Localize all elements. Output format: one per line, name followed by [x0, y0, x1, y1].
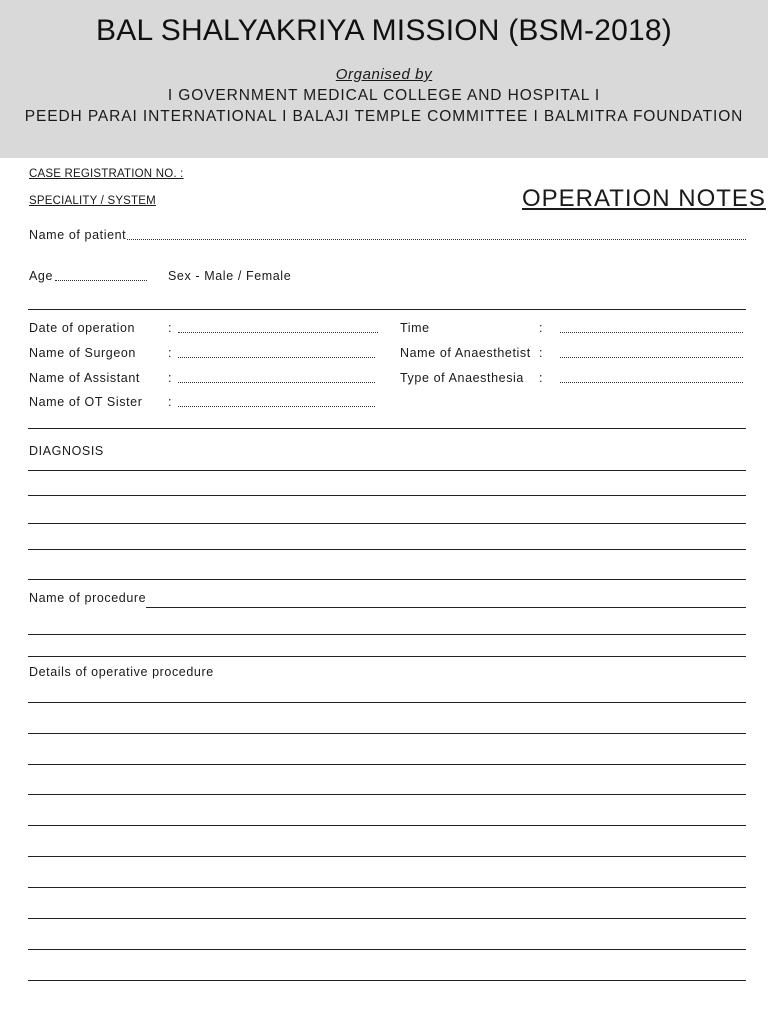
- patient-name-label: Name of patient: [29, 228, 127, 242]
- speciality-label: SPECIALITY / SYSTEM: [29, 195, 156, 207]
- operative-details-line[interactable]: [28, 794, 746, 795]
- procedure-name-label: Name of procedure: [29, 591, 147, 605]
- colon: :: [539, 346, 543, 360]
- colon: :: [168, 321, 172, 335]
- organiser-line-2: PEEDH PARAI INTERNATIONAL I BALAJI TEMPLE COMMITTEE I BALMITRA FOUNDATION: [24, 108, 744, 125]
- assistant-name-label: Name of Assistant: [29, 371, 140, 385]
- header-banner: [0, 0, 768, 158]
- diagnosis-line[interactable]: [28, 495, 746, 496]
- operative-details-line[interactable]: [28, 949, 746, 950]
- operative-details-line[interactable]: [28, 702, 746, 703]
- procedure-line[interactable]: [28, 634, 746, 635]
- divider: [28, 309, 746, 310]
- procedure-name-field[interactable]: [146, 607, 746, 608]
- surgeon-name-field[interactable]: [178, 357, 375, 358]
- operative-details-line[interactable]: [28, 733, 746, 734]
- operative-details-line[interactable]: [28, 918, 746, 919]
- colon: :: [539, 371, 543, 385]
- patient-name-field[interactable]: [127, 239, 746, 240]
- operative-details-line[interactable]: [28, 980, 746, 981]
- time-label: Time: [400, 321, 430, 335]
- colon: :: [168, 371, 172, 385]
- divider: [28, 428, 746, 429]
- diagnosis-line[interactable]: [28, 579, 746, 580]
- diagnosis-label: DIAGNOSIS: [29, 444, 104, 458]
- operative-details-line[interactable]: [28, 825, 746, 826]
- anaesthesia-type-label: Type of Anaesthesia: [400, 371, 524, 385]
- page-title: BAL SHALYAKRIYA MISSION (BSM-2018): [96, 14, 672, 47]
- operation-notes-heading: OPERATION NOTES: [522, 185, 766, 212]
- operative-details-label: Details of operative procedure: [29, 665, 214, 679]
- date-of-operation-field[interactable]: [178, 332, 378, 333]
- operative-details-line[interactable]: [28, 764, 746, 765]
- ot-sister-name-field[interactable]: [178, 406, 375, 407]
- organiser-line-1: I GOVERNMENT MEDICAL COLLEGE AND HOSPITAL I: [167, 87, 601, 104]
- operative-details-line[interactable]: [28, 887, 746, 888]
- diagnosis-line[interactable]: [28, 523, 746, 524]
- age-label: Age: [29, 269, 54, 283]
- sex-label: Sex - Male / Female: [168, 269, 292, 283]
- case-registration-label: CASE REGISTRATION NO. :: [29, 168, 184, 180]
- colon: :: [168, 346, 172, 360]
- anaesthesia-type-field[interactable]: [560, 382, 743, 383]
- age-field[interactable]: [55, 280, 147, 281]
- anaesthetist-name-field[interactable]: [560, 357, 743, 358]
- colon: :: [168, 395, 172, 409]
- ot-sister-name-label: Name of OT Sister: [29, 395, 143, 409]
- assistant-name-field[interactable]: [178, 382, 375, 383]
- organised-by-label: Organised by: [335, 66, 433, 83]
- date-of-operation-label: Date of operation: [29, 321, 136, 335]
- diagnosis-line[interactable]: [28, 470, 746, 471]
- diagnosis-line[interactable]: [28, 549, 746, 550]
- operative-details-line[interactable]: [28, 856, 746, 857]
- colon: :: [539, 321, 543, 335]
- time-field[interactable]: [560, 332, 743, 333]
- anaesthetist-name-label: Name of Anaesthetist: [400, 346, 531, 360]
- surgeon-name-label: Name of Surgeon: [29, 346, 136, 360]
- procedure-line[interactable]: [28, 656, 746, 657]
